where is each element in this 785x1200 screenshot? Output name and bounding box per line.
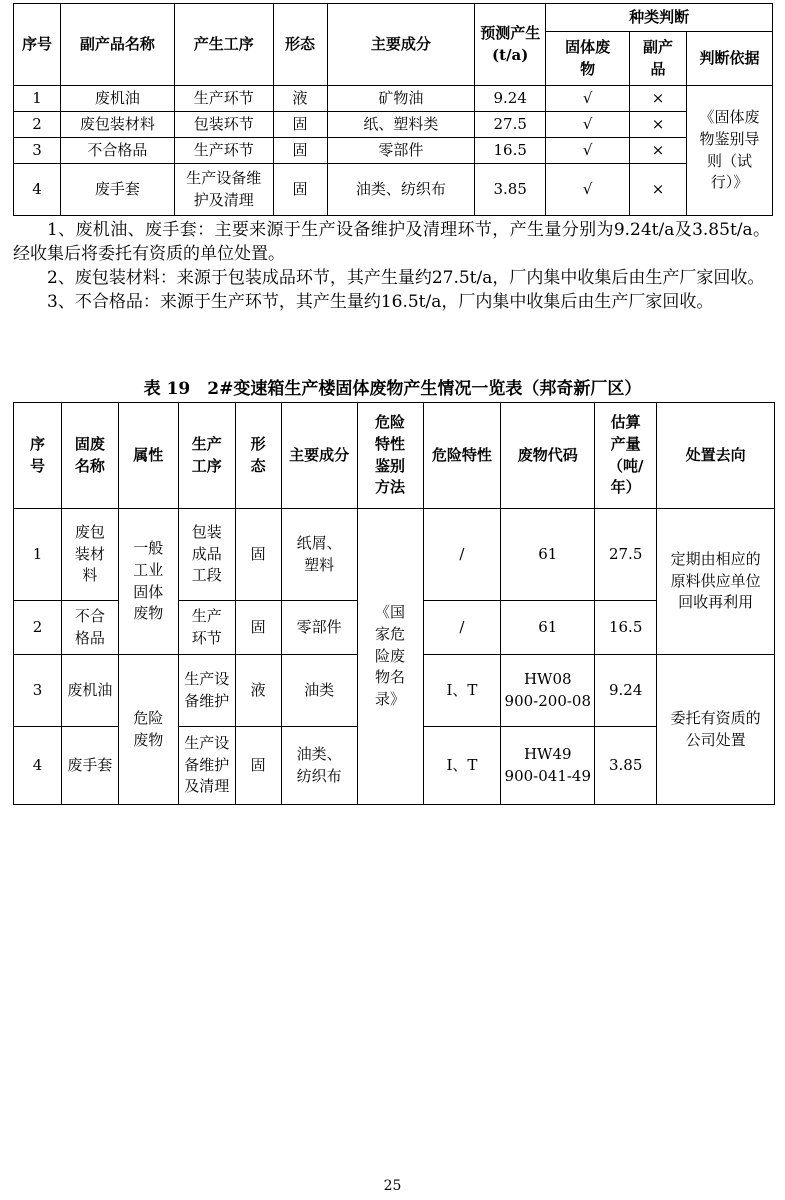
header-amount: 估算产量（吨/年）: [595, 403, 657, 509]
header-process: 产生工序: [174, 4, 273, 86]
cell-form: 固: [273, 164, 327, 216]
cell-component: 纸屑、塑料: [281, 509, 357, 601]
notes-section: [13, 218, 770, 314]
header-form: 形态: [273, 4, 327, 86]
solid-waste-table: [13, 402, 775, 805]
table-row: [14, 138, 773, 164]
cell-process: 生产环节: [174, 86, 273, 112]
cell-form: 液: [235, 655, 281, 727]
header-judge-group: 种类判断: [546, 4, 773, 32]
cell-process: 包装环节: [174, 112, 273, 138]
cell-hazard: I、T: [423, 727, 501, 805]
cell-basis: 《固体废物鉴别导则（试行）》: [687, 86, 773, 216]
cell-process: 生产设备维护: [178, 655, 235, 727]
cell-form: 固: [235, 727, 281, 805]
cell-seq: 1: [14, 86, 61, 112]
cell-amount: 27.5: [595, 509, 657, 601]
cell-component: 矿物油: [327, 86, 475, 112]
header-seq: 序号: [14, 403, 62, 509]
header-basis: 判断依据: [687, 32, 773, 86]
cell-name: 废包装材料: [61, 509, 118, 601]
cell-byproduct: ×: [630, 86, 687, 112]
cell-name: 不合格品: [60, 138, 174, 164]
cell-amount: 9.24: [475, 86, 546, 112]
waste-code: 900-041-49: [504, 766, 592, 785]
header-forecast: 预测产生(t/a): [475, 4, 546, 86]
header-component: 主要成分: [327, 4, 475, 86]
header-disposal: 处置去向: [657, 403, 775, 509]
cell-byproduct: ×: [630, 164, 687, 216]
cell-solid: √: [546, 138, 630, 164]
cell-process: 生产环节: [174, 138, 273, 164]
header-seq: 序号: [14, 4, 61, 86]
note-paragraph: 3、不合格品：来源于生产环节，其产生量约16.5t/a，厂内集中收集后由生产厂家回收。: [47, 292, 714, 312]
cell-component: 油类: [281, 655, 357, 727]
cell-amount: 16.5: [595, 601, 657, 655]
cell-seq: 2: [14, 601, 62, 655]
cell-component: 纸、塑料类: [327, 112, 475, 138]
cell-disposal-hazardous: 委托有资质的公司处置: [657, 655, 775, 805]
header-attr: 属性: [118, 403, 178, 509]
cell-attr-general: 一般工业固体废物: [118, 509, 178, 655]
header-solid: 固体废物: [546, 32, 630, 86]
cell-attr-hazardous: 危险废物: [118, 655, 178, 805]
cell-amount: 9.24: [595, 655, 657, 727]
cell-seq: 3: [14, 655, 62, 727]
cell-code: [501, 655, 595, 727]
table-row: [14, 509, 775, 601]
cell-process: 生产设备维护及清理: [174, 164, 273, 216]
cell-form: 液: [273, 86, 327, 112]
header-hazard: 危险特性: [423, 403, 501, 509]
cell-process: 生产环节: [178, 601, 235, 655]
note-paragraph: 2、废包装材料：来源于包装成品环节，其产生量约27.5t/a，厂内集中收集后由生产厂家回收。: [47, 268, 765, 288]
cell-component: 油类、纺织布: [327, 164, 475, 216]
byproduct-judgement-table: [13, 3, 773, 216]
cell-seq: 2: [14, 112, 61, 138]
cell-process: 生产设备维护及清理: [178, 727, 235, 805]
cell-seq: 3: [14, 138, 61, 164]
header-component: 主要成分: [281, 403, 357, 509]
cell-component: 零部件: [281, 601, 357, 655]
table-row: [14, 86, 773, 112]
waste-category: HW49: [523, 744, 572, 763]
cell-name: 不合格品: [61, 601, 118, 655]
cell-component: 油类、纺织布: [281, 727, 357, 805]
cell-code: [501, 727, 595, 805]
waste-code: 900-200-08: [504, 691, 592, 710]
cell-hazard: I、T: [423, 655, 501, 727]
cell-name: 废手套: [60, 164, 174, 216]
cell-hazard: /: [423, 509, 501, 601]
cell-method: 《国家危险废物名录》: [357, 509, 423, 805]
cell-amount: 16.5: [475, 138, 546, 164]
cell-solid: √: [546, 86, 630, 112]
header-method: 危险特性鉴别方法: [357, 403, 423, 509]
cell-amount: 27.5: [475, 112, 546, 138]
cell-process: 包装成品工段: [178, 509, 235, 601]
cell-byproduct: ×: [630, 138, 687, 164]
cell-hazard: /: [423, 601, 501, 655]
cell-byproduct: ×: [630, 112, 687, 138]
cell-seq: 4: [14, 727, 62, 805]
cell-amount: 3.85: [595, 727, 657, 805]
cell-solid: √: [546, 112, 630, 138]
page-number: 25: [383, 1178, 402, 1194]
header-form: 形态: [235, 403, 281, 509]
header-name: 固废名称: [61, 403, 118, 509]
cell-seq: 4: [14, 164, 61, 216]
cell-form: 固: [273, 138, 327, 164]
cell-amount: 3.85: [475, 164, 546, 216]
cell-disposal-general: 定期由相应的原料供应单位回收再利用: [657, 509, 775, 655]
cell-solid: √: [546, 164, 630, 216]
cell-name: 废手套: [61, 727, 118, 805]
cell-code: 61: [501, 509, 595, 601]
cell-name: 废机油: [61, 655, 118, 727]
header-process: 生产工序: [178, 403, 235, 509]
cell-code: 61: [501, 601, 595, 655]
cell-form: 固: [235, 509, 281, 601]
header-name: 副产品名称: [60, 4, 174, 86]
cell-component: 零部件: [327, 138, 475, 164]
cell-name: 废包装材料: [60, 112, 174, 138]
header-code: 废物代码: [501, 403, 595, 509]
table-row: [14, 164, 773, 216]
cell-form: 固: [235, 601, 281, 655]
cell-form: 固: [273, 112, 327, 138]
table-row: [14, 112, 773, 138]
waste-category: HW08: [523, 669, 572, 688]
note-paragraph: 1、废机油、废手套：主要来源于生产设备维护及清理环节，产生量分别为9.24t/a及3.85t/a。经收集后将委托有资质的单位处置。: [13, 220, 770, 264]
table-caption: 表 19 2#变速箱生产楼固体废物产生情况一览表（邦奇新厂区）: [143, 379, 642, 399]
header-byproduct: 副产品: [630, 32, 687, 86]
cell-seq: 1: [14, 509, 62, 601]
cell-name: 废机油: [60, 86, 174, 112]
